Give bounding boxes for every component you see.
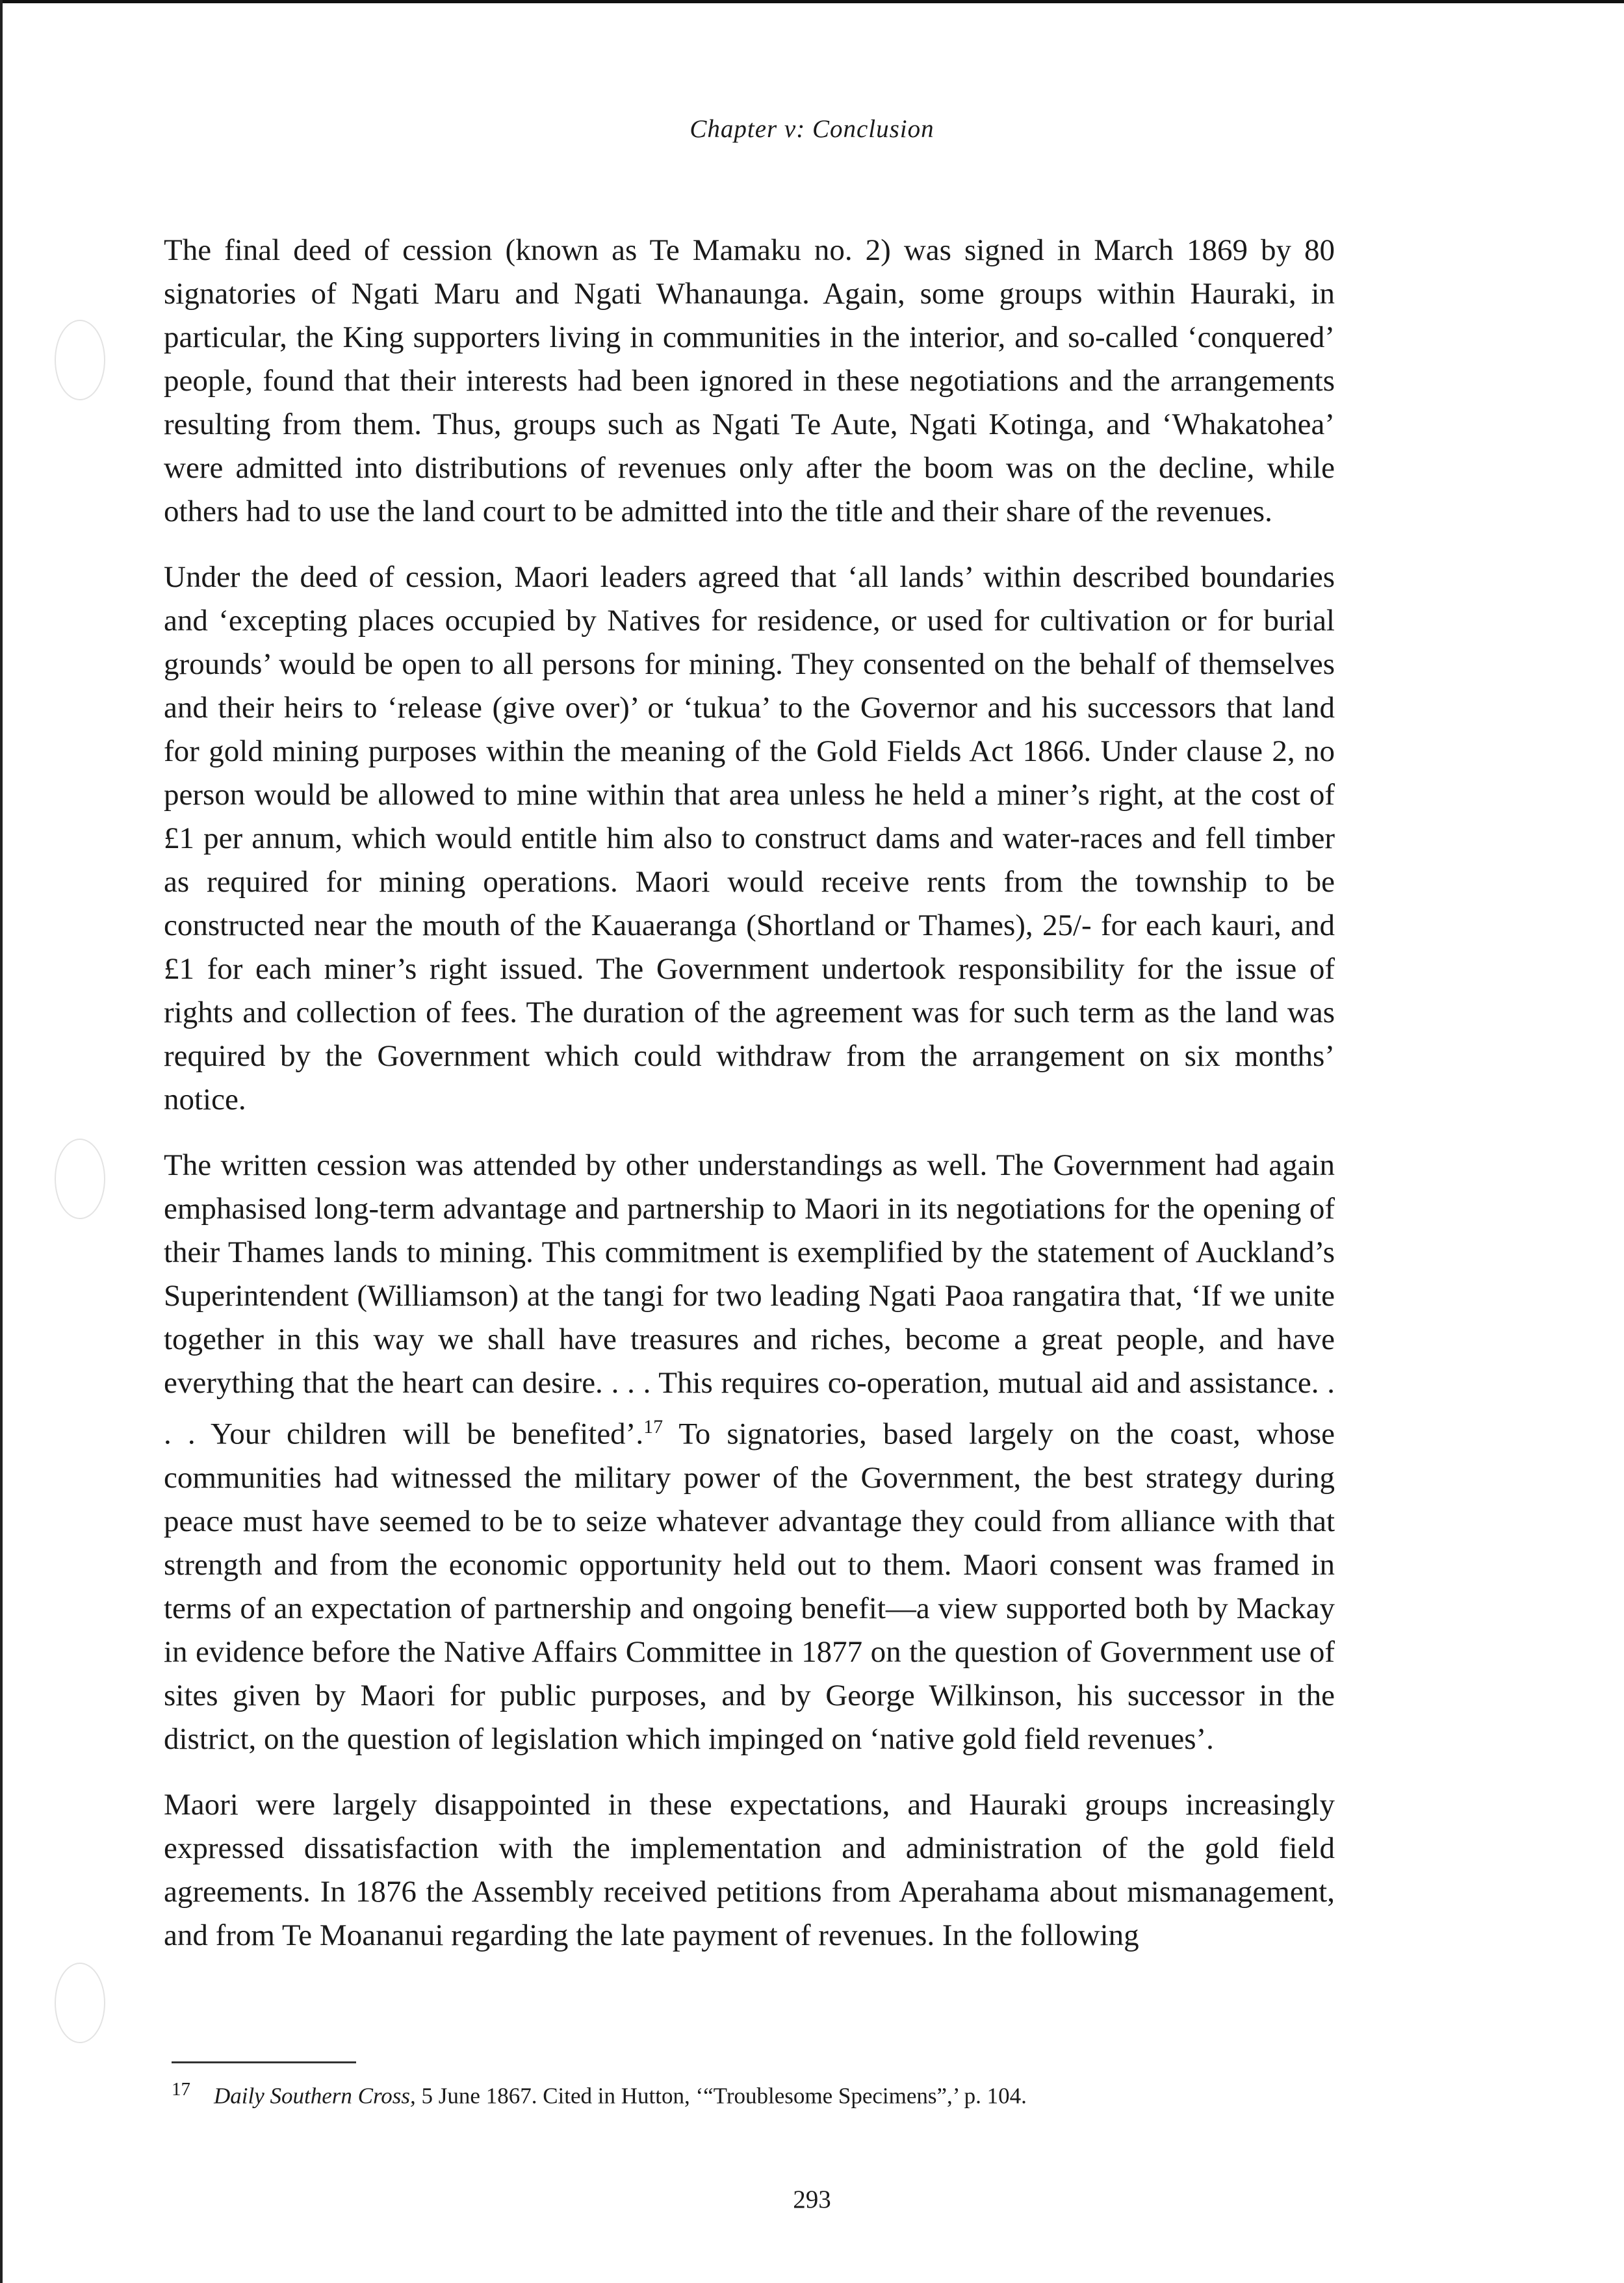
punch-hole-1 xyxy=(55,320,105,400)
paragraph-3-text-b: To signatories, based largely on the coast, whose communities had witnessed the military power of the Government, the best strategy during peace must have seemed to be to seize whatever advantage they could from alliance with that strength and from the economic opportunity held out to them. Maori consent was framed in terms of an expectation of partnership and ongoing benefit—a view supported both by Mackay in evidence before the Native Affairs Committee in 1877 on the question of Government use of sites given by Maori for public purposes, and by George Wilkinson, his successor in the district, on the question of legislation which impinged on ‘native gold field revenues’. xyxy=(164,1417,1335,1756)
paragraph-3 xyxy=(164,1144,1335,1761)
footnote-source-title: Daily Southern Cross, xyxy=(214,2083,416,2109)
punch-hole-2 xyxy=(55,1139,105,1219)
paragraph-2: Under the deed of cession, Maori leaders agreed that ‘all lands’ within described boundaries and ‘excepting places occupied by Natives for residence, or used for cultivation or for burial grounds’ would be open to all persons for mining. They consented on the behalf of themselves and their heirs to ‘release (give over)’ or ‘tukua’ to the Governor and his successors that land for gold mining purposes within the meaning of the Gold Fields Act 1866. Under clause 2, no person would be allowed to mine within that area unless he held a miner’s right, at the cost of £1 per annum, which would entitle him also to construct dams and water-races and fell timber as required for mining operations. Maori would receive rents from the township to be constructed near the mouth of the Kauaeranga (Shortland or Thames), 25/- for each kauri, and £1 for each miner’s right issued. The Government undertook responsibility for the issue of rights and collection of fees. The duration of the agreement was for such term as the land was required by the Government which could withdraw from the arrangement on six months’ notice. xyxy=(164,560,1335,1116)
paragraph-4: Maori were largely disappointed in these expectations, and Hauraki groups increasingly expressed dissatisfaction with the implementation and administration of the gold field agreements. In 1876 the Assembly received petitions from Aperahama about mismanagement, and from Te Moananui regarding the late payment of revenues. In the following xyxy=(164,1787,1335,1952)
footnote-rule xyxy=(172,2061,356,2063)
punch-hole-3 xyxy=(55,1963,105,2043)
scan-edge-left xyxy=(0,0,3,2283)
footnote-text: 5 June 1867. Cited in Hutton, ‘“Troublesome Specimens”,’ p. 104. xyxy=(415,2083,1027,2109)
footnote xyxy=(172,2073,1335,2113)
footnote-number: 17 xyxy=(172,2079,190,2100)
page-body xyxy=(164,229,1335,1980)
paragraph-3-text-a: The written cession was attended by other understandings as well. The Government had again emphasised long-term advantage and partnership to Maori in its negotiations for the opening of their Thames lands to mining. This commitment is exemplified by the statement of Auckland’s Superintendent (Williamson) at the tangi for two leading Ngati Paoa rangatira that, ‘If we unite together in this way we shall have treasures and riches, become a great people, and have everything that the heart can desire. . . . This requires co-operation, mutual aid and assistance. . . . Your children will be benefited’. xyxy=(164,1148,1335,1451)
footnote-reference: 17 xyxy=(643,1416,664,1438)
paragraph-1: The final deed of cession (known as Te Mamaku no. 2) was signed in March 1869 by 80 signatories of Ngati Maru and Ngati Whanaunga. Again, some groups within Hauraki, in particular, the King supporters living in communities in the interior, and so-called ‘conquered’ people, found that their interests had been ignored in these negotiations and the arrangements resulting from them. Thus, groups such as Ngati Te Aute, Ngati Kotinga, and ‘Whakatohea’ were admitted into distributions of revenues only after the boom was on the decline, while others had to use the land court to be admitted into the title and their share of the revenues. xyxy=(164,233,1335,528)
running-header: Chapter v: Conclusion xyxy=(690,115,934,143)
scan-edge-top xyxy=(0,0,1624,3)
page-number: 293 xyxy=(793,2186,831,2213)
